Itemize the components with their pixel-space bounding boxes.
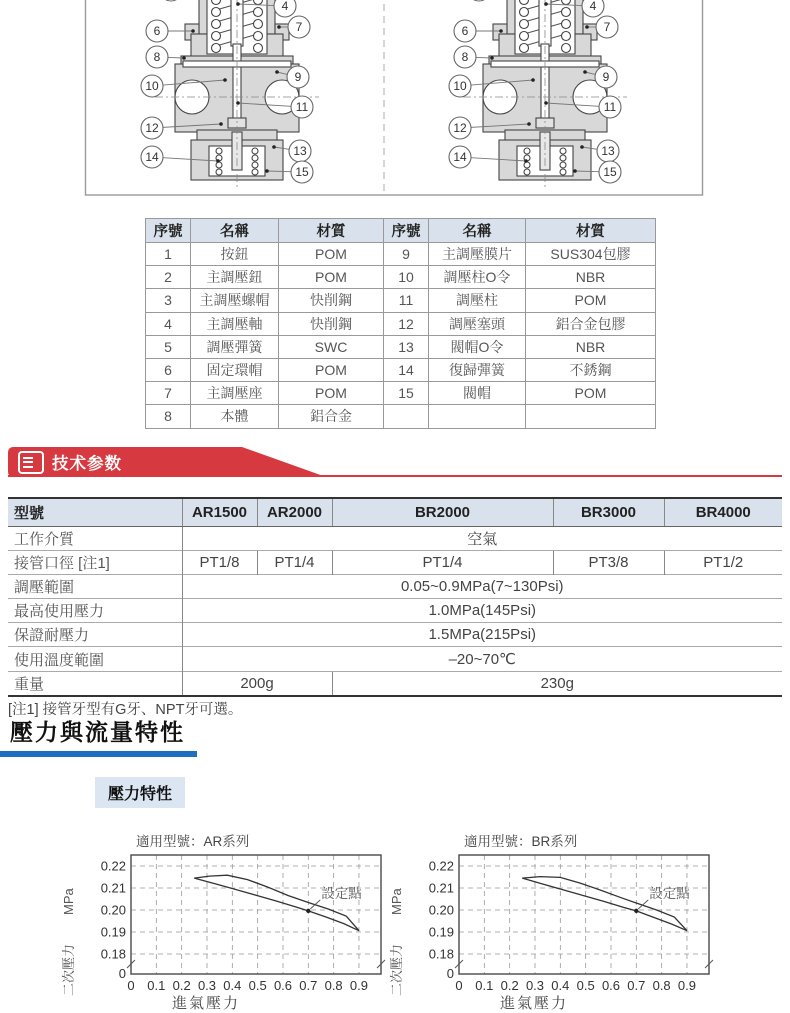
tick: 0.7 xyxy=(627,978,646,993)
tick: 0.18 xyxy=(100,946,126,962)
table-cell: 3 xyxy=(146,289,191,312)
table-cell: 快削鋼 xyxy=(279,312,384,335)
cnum: 8 xyxy=(153,50,161,64)
table-cell: 快削鋼 xyxy=(279,289,384,312)
table-cell: 復歸彈簧 xyxy=(429,358,526,381)
table-cell: 不銹鋼 xyxy=(526,358,656,381)
column-header: 材質 xyxy=(279,219,384,243)
document-icon xyxy=(18,451,44,474)
column-header: BR2000 xyxy=(332,498,553,527)
setpoint-dot xyxy=(634,909,638,913)
tick: 0.2 xyxy=(172,978,191,993)
table-cell: 主調壓螺帽 xyxy=(191,289,279,312)
cnum: 9 xyxy=(294,70,302,84)
table-cell: 按鈕 xyxy=(191,243,279,266)
spec-row-pressure-range: 調壓範圍 0.05~0.9MPa(7~130Psi) xyxy=(8,575,782,599)
table-cell: NBR xyxy=(526,335,656,358)
tick: 0 xyxy=(127,978,135,993)
tick: 0.21 xyxy=(100,880,126,896)
callout-target-dot xyxy=(216,159,220,163)
spec-row-max-pressure: 最高使用壓力 1.0MPa(145Psi) xyxy=(8,599,782,623)
tick: 0.9 xyxy=(349,978,369,993)
tick: 0.1 xyxy=(475,978,494,993)
callout-target-dot xyxy=(490,56,494,60)
column-header: AR2000 xyxy=(257,498,332,527)
table-row xyxy=(146,405,656,428)
callout-target-dot xyxy=(236,101,240,105)
lead2 xyxy=(476,57,492,58)
table-cell: 閥帽 xyxy=(429,382,526,405)
table-row xyxy=(146,289,656,312)
tick: 0.19 xyxy=(428,924,454,940)
tick: 0 xyxy=(455,978,463,993)
cnum: 14 xyxy=(453,150,467,164)
callout-target-dot xyxy=(544,2,548,6)
cnum: 7 xyxy=(295,20,303,34)
column-header: 名稱 xyxy=(191,219,279,243)
table-cell: 鋁合金 xyxy=(279,405,384,428)
table-cell: POM xyxy=(279,243,384,266)
tick: 0.8 xyxy=(324,978,343,993)
cnum: 15 xyxy=(603,165,617,179)
table-row xyxy=(146,335,656,358)
column-header: 型號 xyxy=(8,498,182,527)
table-row xyxy=(146,358,656,381)
cnum: 14 xyxy=(145,150,159,164)
table-cell: NBR xyxy=(526,266,656,289)
spec-row-port-size: 接管口徑 [注1] PT1/8 PT1/4 PT1/4 PT3/8 PT1/2 xyxy=(8,551,782,575)
tick: 0.9 xyxy=(677,978,697,993)
table-cell: 1 xyxy=(146,243,191,266)
table-cell: POM xyxy=(526,382,656,405)
anno: 設定點 xyxy=(321,885,362,901)
cnum: 8 xyxy=(461,50,469,64)
setpoint-dot xyxy=(306,909,310,913)
callout-target-dot xyxy=(182,56,186,60)
table-cell: SWC xyxy=(279,335,384,358)
table-cell: 主調壓鈕 xyxy=(191,266,279,289)
lead xyxy=(310,900,320,909)
x-axis-label-ar: 進氣壓力 xyxy=(172,995,241,1012)
column-header: BR3000 xyxy=(553,498,664,527)
cyl: MPa xyxy=(389,888,404,915)
table-cell: 10 xyxy=(384,266,429,289)
table-cell xyxy=(526,405,656,428)
callout-target-dot xyxy=(236,2,240,6)
parts-table-header-row xyxy=(146,219,656,243)
cnum: 10 xyxy=(453,79,467,93)
table-cell: 主調壓膜片 xyxy=(429,243,526,266)
column-header: 材質 xyxy=(526,219,656,243)
table-row xyxy=(146,243,656,266)
column-header: 序號 xyxy=(146,219,191,243)
table-cell: 閥帽O令 xyxy=(429,335,526,358)
cyl: 二次壓力 xyxy=(389,943,404,996)
tick: 0.21 xyxy=(428,880,454,896)
tick: 0.1 xyxy=(147,978,166,993)
table-cell: 13 xyxy=(384,335,429,358)
page-title: 壓力與流量特性 xyxy=(10,719,185,745)
cnum: 7 xyxy=(603,20,611,34)
pressure-chart-br xyxy=(386,831,721,1000)
table-cell: 9 xyxy=(384,243,429,266)
cnum: 12 xyxy=(145,121,159,135)
table-cell: 調壓柱 xyxy=(429,289,526,312)
tick: 0.6 xyxy=(601,978,621,993)
x-axis-label-br: 進氣壓力 xyxy=(500,995,569,1012)
table-cell xyxy=(429,405,526,428)
table-cell: 固定環帽 xyxy=(191,358,279,381)
cnum: 15 xyxy=(295,165,309,179)
cnum: 4 xyxy=(589,0,597,13)
callout-target-dot xyxy=(265,169,269,173)
table-cell: 本體 xyxy=(191,405,279,428)
table-cell: POM xyxy=(279,266,384,289)
tick: 0.6 xyxy=(273,978,293,993)
cnum: 11 xyxy=(295,100,309,114)
spec-table xyxy=(8,497,782,697)
table-cell: 6 xyxy=(146,358,191,381)
table-cell: 4 xyxy=(146,312,191,335)
table-cell: 15 xyxy=(384,382,429,405)
table-cell: 調壓柱O令 xyxy=(429,266,526,289)
tick: 0.3 xyxy=(197,978,217,993)
callout-target-dot xyxy=(524,159,528,163)
footnote: [注1] 接管牙型有G牙、NPT牙可選。 xyxy=(8,702,243,718)
callout-target-dot xyxy=(191,29,195,33)
cnum: 13 xyxy=(601,144,615,158)
cnum: 10 xyxy=(145,79,159,93)
anno: 設定點 xyxy=(649,885,690,901)
table-cell: 主調壓軸 xyxy=(191,312,279,335)
valve-cross-section-diagram xyxy=(0,0,790,196)
cyl: MPa xyxy=(61,888,76,915)
title-underline xyxy=(0,751,197,757)
tick: 0.22 xyxy=(428,858,454,874)
callout-target-dot xyxy=(223,78,227,82)
table-cell: 主調壓座 xyxy=(191,382,279,405)
cnum: 12 xyxy=(453,121,467,135)
table-row xyxy=(146,312,656,335)
table-row xyxy=(146,382,656,405)
curve xyxy=(194,875,359,931)
cnum: 11 xyxy=(603,100,617,114)
lead2 xyxy=(168,57,184,58)
callout-target-dot xyxy=(585,25,589,29)
cnum: 9 xyxy=(602,70,610,84)
table-cell: 12 xyxy=(384,312,429,335)
tick: 0.3 xyxy=(525,978,545,993)
cnum: 13 xyxy=(293,144,307,158)
subsection-badge: 壓力特性 xyxy=(95,777,185,808)
spec-row-proof-pressure: 保證耐壓力 1.5MPa(215Psi) xyxy=(8,623,782,647)
tick: 0 xyxy=(446,966,454,981)
column-header: 序號 xyxy=(384,219,429,243)
cyl: 二次壓力 xyxy=(61,943,76,996)
table-cell: POM xyxy=(526,289,656,312)
table-cell: 7 xyxy=(146,382,191,405)
table-cell: SUS304包膠 xyxy=(526,243,656,266)
column-header: AR1500 xyxy=(182,498,257,527)
tick: 0.7 xyxy=(299,978,318,993)
callout-target-dot xyxy=(219,122,223,126)
callout-target-dot xyxy=(277,25,281,29)
tick: 0.5 xyxy=(576,978,595,993)
callout-target-dot xyxy=(272,145,276,149)
table-cell xyxy=(384,405,429,428)
tick: 0 xyxy=(118,966,126,981)
table-cell: 調壓塞頭 xyxy=(429,312,526,335)
tick: 0.19 xyxy=(100,924,126,940)
table-row xyxy=(146,266,656,289)
tick: 0.4 xyxy=(223,978,242,993)
tick: 0.20 xyxy=(428,902,454,918)
table-cell: POM xyxy=(279,358,384,381)
table-cell: 11 xyxy=(384,289,429,312)
callout-target-dot xyxy=(275,70,279,74)
section-title: 技术参数 xyxy=(52,455,122,473)
column-header: 名稱 xyxy=(429,219,526,243)
ct: 適用型號：AR系列 xyxy=(136,834,250,849)
table-cell: 2 xyxy=(146,266,191,289)
table-cell: 14 xyxy=(384,358,429,381)
spec-row-medium: 工作介質 空氣 xyxy=(8,527,782,551)
tick: 0.20 xyxy=(100,902,126,918)
tick: 0.2 xyxy=(500,978,519,993)
table-cell: 調壓彈簧 xyxy=(191,335,279,358)
plotbox xyxy=(459,855,709,974)
tick: 0.22 xyxy=(100,858,126,874)
parts-material-table xyxy=(145,218,656,429)
tick: 0.5 xyxy=(248,978,267,993)
table-cell: 8 xyxy=(146,405,191,428)
ct: 適用型號：BR系列 xyxy=(464,834,578,849)
spec-row-temperature: 使用溫度範圍 –20~70℃ xyxy=(8,647,782,671)
callout-target-dot xyxy=(544,101,548,105)
cnum: 6 xyxy=(153,24,161,38)
tick: 0.4 xyxy=(551,978,570,993)
cnum: 4 xyxy=(281,0,289,13)
section-underline xyxy=(8,475,782,477)
table-cell: POM xyxy=(279,382,384,405)
spec-header-row xyxy=(8,498,782,527)
pressure-chart-ar xyxy=(58,831,393,1000)
callout-target-dot xyxy=(580,145,584,149)
spec-row-weight: 重量 200g 230g xyxy=(8,671,782,696)
tick: 0.8 xyxy=(652,978,671,993)
table-cell: 鋁合金包膠 xyxy=(526,312,656,335)
section-header-ribbon xyxy=(8,447,242,477)
callout-target-dot xyxy=(573,169,577,173)
tick: 0.18 xyxy=(428,946,454,962)
callout-target-dot xyxy=(583,70,587,74)
table-cell: 5 xyxy=(146,335,191,358)
cnum: 6 xyxy=(461,24,469,38)
callout-target-dot xyxy=(527,122,531,126)
callout-target-dot xyxy=(499,29,503,33)
callout-target-dot xyxy=(531,78,535,82)
column-header: BR4000 xyxy=(664,498,782,527)
